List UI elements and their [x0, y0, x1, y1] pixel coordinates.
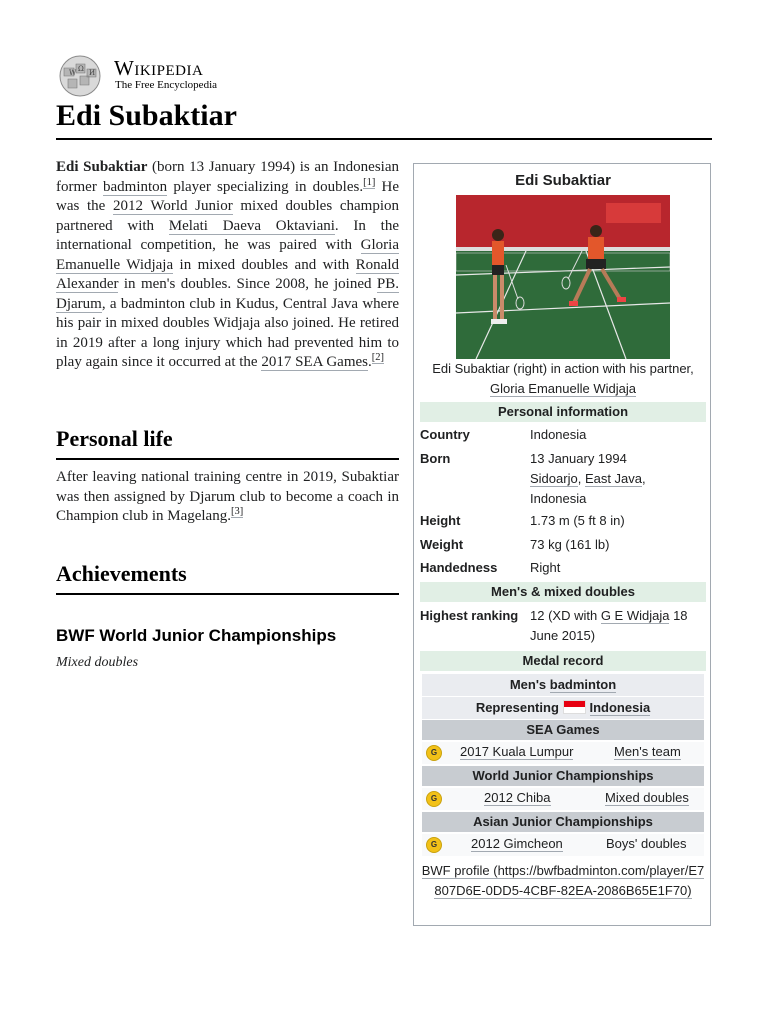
country-label: Country [420, 427, 470, 442]
reference-3-link[interactable]: [3] [230, 506, 244, 517]
highest-ranking-value [530, 606, 706, 646]
reference-2-link[interactable]: [2] [371, 352, 384, 363]
caption-text: Edi Subaktiar (right) in action with his partner, [432, 361, 694, 376]
personal-life-section [56, 468, 399, 527]
reference-3[interactable] [231, 506, 243, 518]
link-gloria[interactable]: Gloria Emanuelle Widjaja [56, 237, 399, 273]
intro-text: mixed doubles champion partnered with [56, 198, 399, 234]
born-country: Indonesia [530, 491, 587, 506]
born-date: 13 January 1994 [530, 451, 627, 466]
link-ronald[interactable]: Ronald Alexander [56, 256, 399, 292]
link-east-java[interactable]: East Java [584, 471, 643, 486]
mens-badminton-row [422, 674, 704, 696]
intro-text: He was the [56, 178, 399, 214]
height-value: 1.73 m (5 ft 8 in) [530, 513, 625, 528]
caption-link-gloria[interactable]: Gloria Emanuelle Widjaja [490, 381, 636, 396]
wikipedia-globe-icon [56, 54, 104, 98]
country-value: Indonesia [530, 427, 587, 442]
height-label: Height [420, 513, 461, 528]
representing-row [422, 697, 704, 719]
intro-paragraph [56, 158, 399, 373]
indonesia-flag-icon [563, 700, 586, 714]
born-separator: , [577, 471, 585, 486]
personal-life-paragraph [56, 468, 399, 527]
born-label: Born [420, 451, 451, 466]
reference-2[interactable] [372, 352, 384, 364]
link-2012-gimcheon[interactable]: 2012 Gimcheon [471, 836, 563, 851]
wikipedia-tagline: The Free Encyclopedia [115, 79, 218, 91]
link-sidoarjo[interactable]: Sidoarjo [530, 471, 578, 486]
link-badminton[interactable]: badminton [103, 178, 168, 195]
doubles-header: Men's & mixed doubles [420, 582, 706, 602]
link-2017-kuala-lumpur[interactable]: 2017 Kuala Lumpur [460, 744, 574, 759]
link-mixed-doubles[interactable]: Mixed doubles [605, 790, 689, 805]
mens-text: Men's [509, 677, 550, 692]
personal-information-header: Personal information [420, 402, 706, 422]
intro-text: . In the international competition, he was paired with [56, 217, 399, 253]
photo-illustration [456, 195, 670, 359]
infobox [413, 163, 711, 926]
boys-doubles-label: Boys' doubles [606, 836, 687, 851]
link-pb-djarum[interactable]: PB. Djarum [56, 276, 399, 312]
asian-junior-header: Asian Junior Championships [422, 812, 704, 832]
bwf-profile [420, 861, 706, 901]
medal-row-world-junior [422, 788, 704, 810]
born-tail: , [642, 471, 646, 486]
svg-text:Ω: Ω [78, 65, 84, 73]
representing-text: Representing [475, 700, 563, 715]
highest-ranking-label: Highest ranking [420, 608, 519, 623]
link-world-junior[interactable]: 2012 World Junior [113, 198, 233, 214]
born-value [530, 449, 706, 509]
photo-caption [420, 359, 706, 399]
page-title: Edi Subaktiar [56, 98, 712, 140]
link-indonesia[interactable]: Indonesia [589, 700, 651, 715]
link-mens-team[interactable]: Men's team [614, 744, 681, 759]
weight-value: 73 kg (161 lb) [530, 537, 610, 552]
gold-medal-icon: G [426, 791, 442, 807]
wikipedia-wordmark: Wikipedia [114, 56, 204, 80]
reference-1[interactable] [363, 177, 375, 189]
medal-record-header: Medal record [420, 651, 706, 671]
intro-text: , a badminton club in Kudus, Central Java where his pair in mixed doubles Widjaja also joined. He retired in 2019 after a long injury which had prevented him to play again since it occurred at the [56, 295, 399, 370]
ranking-text: 12 (XD with [530, 608, 601, 623]
intro-text: player specializing in doubles. [167, 178, 364, 195]
reference-1-link[interactable]: [1] [363, 176, 376, 188]
mixed-doubles-label: Mixed doubles [56, 655, 139, 670]
intro-text: . [368, 354, 372, 370]
link-2012-chiba[interactable]: 2012 Chiba [484, 790, 551, 805]
bwf-wjc-heading: BWF World Junior Championships [56, 626, 337, 645]
weight-label: Weight [420, 537, 464, 552]
personal-life-heading: Personal life [56, 426, 399, 460]
link-ge-widjaja[interactable]: G E Widjaja [600, 608, 670, 623]
infobox-title: Edi Subaktiar [515, 172, 611, 189]
handedness-label: Handedness [420, 560, 498, 575]
wikipedia-logo[interactable] [56, 54, 256, 98]
handedness-value: Right [530, 560, 561, 575]
svg-text:W: W [69, 69, 77, 77]
intro-text: (born 13 January 1994) is an Indonesian former [56, 159, 399, 195]
link-mens-badminton[interactable]: badminton [549, 677, 617, 692]
personal-life-text: After leaving national training centre in 2019, Subaktiar was then assigned by Djarum club to become a coach in Champion club in Magelang. [56, 469, 399, 524]
sea-games-header: SEA Games [422, 720, 704, 740]
link-melati[interactable]: Melati Daeva Oktaviani [168, 217, 335, 234]
link-bwf-profile[interactable]: BWF profile (https://bwfbadminton.com/player/E7807D6E-0DD5-4CBF-82EA-2086B65E1F70) [421, 863, 705, 898]
medal-row-sea-games [422, 742, 704, 764]
link-sea-games[interactable]: 2017 SEA Games [261, 354, 368, 370]
ranking-text: 18 June 2015) [530, 608, 688, 643]
intro-section [56, 158, 399, 373]
player-photo[interactable] [456, 195, 670, 359]
gold-medal-icon: G [426, 745, 442, 761]
svg-text:И: И [89, 69, 96, 77]
achievements-heading: Achievements [56, 561, 399, 595]
intro-text: in mixed doubles and with [173, 256, 356, 273]
gold-medal-icon: G [426, 837, 442, 853]
world-junior-header: World Junior Championships [422, 766, 704, 786]
intro-text: in men's doubles. Since 2008, he joined [118, 276, 377, 292]
subject-name: Edi Subaktiar [56, 159, 148, 175]
born-place [530, 469, 706, 489]
medal-row-asian-junior [422, 834, 704, 856]
